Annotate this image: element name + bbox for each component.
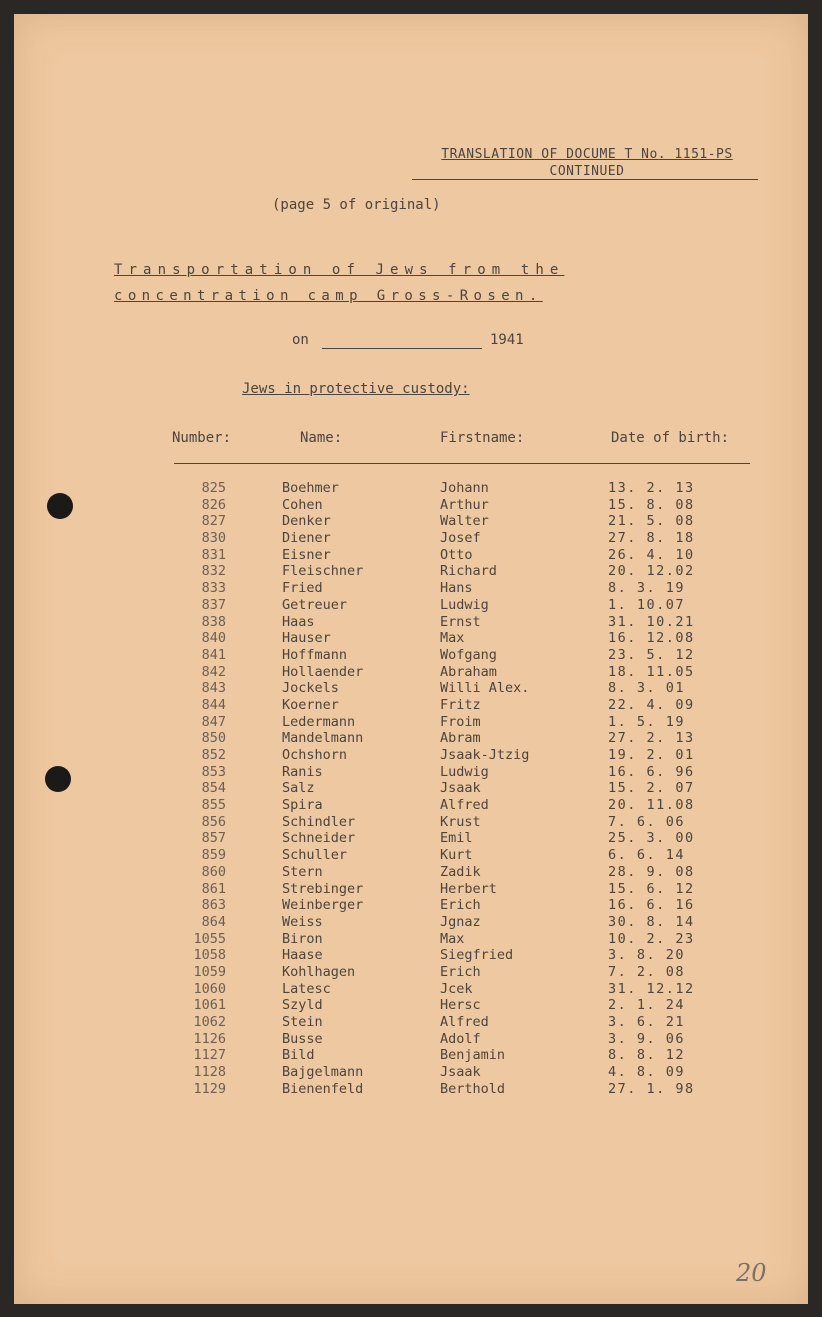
row-dob: 16. 12.08 [608, 630, 695, 647]
row-firstname: Josef [440, 530, 481, 547]
row-name: Schuller [282, 847, 348, 864]
row-dob: 16. 6. 96 [608, 763, 695, 780]
row-dob: 27. 8. 18 [608, 530, 695, 547]
row-dob: 10. 2. 23 [608, 930, 695, 947]
row-firstname: Max [440, 630, 465, 647]
row-name: Jockels [282, 680, 339, 697]
row-number: 859 [201, 847, 226, 864]
row-number: 837 [201, 596, 226, 613]
row-name: Haas [282, 613, 315, 630]
row-number: 861 [201, 880, 226, 897]
row-firstname: Abram [440, 730, 481, 747]
row-name: Getreuer [282, 596, 348, 613]
row-number: 838 [201, 613, 226, 630]
row-number: 842 [201, 663, 226, 680]
table-row [14, 747, 808, 764]
column-header-rule [174, 463, 750, 464]
row-number: 1060 [193, 980, 226, 997]
row-firstname: Fritz [440, 696, 481, 713]
row-name: Diener [282, 530, 331, 547]
row-name: Weiss [282, 913, 323, 930]
table-row [14, 513, 808, 530]
row-name: Boehmer [282, 480, 339, 496]
section-subtitle: Jews in protective custody: [242, 381, 470, 397]
row-name: Schindler [282, 813, 356, 830]
row-name: Stern [282, 863, 323, 880]
document-title-line-2: concentration camp Gross-Rosen. [114, 288, 543, 304]
table-row [14, 830, 808, 847]
row-number: 854 [201, 780, 226, 797]
row-number: 1127 [193, 1047, 226, 1064]
row-firstname: Erich [440, 897, 481, 914]
row-firstname: Max [440, 930, 465, 947]
row-firstname: Zadik [440, 863, 481, 880]
row-dob: 8. 3. 19 [608, 580, 686, 597]
row-firstname: Jsaak-Jtzig [440, 747, 530, 763]
row-firstname: Johann [440, 480, 489, 496]
row-dob: 21. 5. 08 [608, 513, 695, 530]
table-row [14, 1031, 808, 1048]
table-row [14, 814, 808, 831]
row-number: 826 [201, 496, 226, 513]
row-number: 847 [201, 713, 226, 730]
row-firstname: Jgnaz [440, 913, 481, 930]
page-note: (page 5 of original) [272, 197, 441, 213]
row-number: 864 [201, 913, 226, 930]
continued-label: CONTINUED [549, 164, 625, 179]
table-row [14, 964, 808, 981]
row-number: 1129 [193, 1080, 226, 1097]
table-row [14, 630, 808, 647]
row-dob: 13. 2. 13 [608, 480, 695, 496]
row-dob: 2. 1. 24 [608, 997, 686, 1014]
row-dob: 30. 8. 14 [608, 913, 695, 930]
table-row [14, 614, 808, 631]
row-firstname: Herbert [440, 880, 497, 897]
row-firstname: Krust [440, 813, 481, 830]
table-row [14, 680, 808, 697]
table-row [14, 697, 808, 714]
row-firstname: Emil [440, 830, 473, 847]
column-header-number: Number: [172, 430, 232, 446]
table-row [14, 931, 808, 948]
table-row [14, 1047, 808, 1064]
row-name: Cohen [282, 496, 323, 513]
row-dob: 22. 4. 09 [608, 696, 695, 713]
row-number: 860 [201, 863, 226, 880]
row-dob: 28. 9. 08 [608, 863, 695, 880]
row-dob: 20. 12.02 [608, 563, 695, 580]
row-name: Schneider [282, 830, 356, 847]
table-row [14, 647, 808, 664]
row-dob: 31. 12.12 [608, 980, 695, 997]
row-number: 1128 [193, 1064, 226, 1081]
table-row [14, 764, 808, 781]
row-firstname: Berthold [440, 1080, 506, 1097]
translation-header [412, 146, 762, 180]
column-header-firstname: Firstname: [440, 430, 525, 446]
table-row [14, 981, 808, 998]
row-number: 863 [201, 897, 226, 914]
row-firstname: Jcek [440, 980, 473, 997]
row-number: 855 [201, 797, 226, 814]
row-firstname: Hersc [440, 997, 481, 1014]
row-number: 852 [201, 747, 226, 763]
header-rule [412, 179, 758, 180]
row-dob: 1. 10.07 [608, 596, 686, 613]
row-name: Weinberger [282, 897, 364, 914]
row-dob: 20. 11.08 [608, 797, 695, 814]
row-dob: 15. 2. 07 [608, 780, 695, 797]
table-row [14, 530, 808, 547]
row-dob: 4. 8. 09 [608, 1064, 686, 1081]
row-dob: 26. 4. 10 [608, 546, 695, 563]
row-name: Kohlhagen [282, 963, 356, 980]
row-dob: 8. 8. 12 [608, 1047, 686, 1064]
row-name: Spira [282, 797, 323, 814]
row-firstname: Alfred [440, 1014, 489, 1030]
table-row [14, 881, 808, 898]
row-dob: 7. 2. 08 [608, 963, 686, 980]
row-firstname: Arthur [440, 496, 489, 513]
row-dob: 3. 8. 20 [608, 947, 686, 964]
row-dob: 23. 5. 12 [608, 646, 695, 663]
row-firstname: Ludwig [440, 763, 489, 780]
date-blank-line [322, 348, 482, 349]
row-number: 856 [201, 813, 226, 830]
row-firstname: Siegfried [440, 947, 514, 964]
row-name: Latesc [282, 980, 331, 997]
translation-title: TRANSLATION OF DOCUME T No. 1151-PS [441, 147, 733, 162]
row-dob: 27. 1. 98 [608, 1080, 695, 1097]
row-number: 831 [201, 546, 226, 563]
row-name: Ranis [282, 763, 323, 780]
row-name: Szyld [282, 997, 323, 1014]
row-number: 1126 [193, 1030, 226, 1047]
table-row [14, 1081, 808, 1098]
date-prefix: on [292, 332, 309, 348]
table-row [14, 914, 808, 931]
row-number: 840 [201, 630, 226, 647]
table-row [14, 997, 808, 1014]
table-row [14, 947, 808, 964]
table-row [14, 864, 808, 881]
row-number: 853 [201, 763, 226, 780]
row-name: Fleischner [282, 563, 364, 580]
document-page [14, 14, 808, 1304]
table-row [14, 497, 808, 514]
table-row [14, 1014, 808, 1031]
row-number: 830 [201, 530, 226, 547]
row-name: Hoffmann [282, 646, 348, 663]
row-firstname: Kurt [440, 847, 473, 864]
row-number: 827 [201, 513, 226, 530]
row-firstname: Erich [440, 963, 481, 980]
row-dob: 18. 11.05 [608, 663, 695, 680]
row-firstname: Otto [440, 546, 473, 563]
row-number: 850 [201, 730, 226, 747]
row-firstname: Wofgang [440, 646, 497, 663]
table-row [14, 580, 808, 597]
row-firstname: Willi Alex. [440, 680, 530, 697]
column-header-dob: Date of birth: [611, 430, 730, 446]
row-firstname: Jsaak [440, 1064, 481, 1081]
row-name: Biron [282, 930, 323, 947]
table-row [14, 547, 808, 564]
table-row [14, 847, 808, 864]
row-name: Hollaender [282, 663, 364, 680]
row-name: Eisner [282, 546, 331, 563]
folio-number: 20 [736, 1259, 767, 1287]
row-firstname: Alfred [440, 797, 489, 814]
table-row [14, 480, 808, 497]
row-dob: 19. 2. 01 [608, 747, 695, 763]
row-name: Denker [282, 513, 331, 530]
row-number: 843 [201, 680, 226, 697]
row-firstname: Richard [440, 563, 497, 580]
row-number: 1061 [193, 997, 226, 1014]
prisoner-list [14, 480, 808, 1097]
row-name: Fried [282, 580, 323, 597]
row-number: 825 [201, 480, 226, 496]
row-firstname: Froim [440, 713, 481, 730]
row-dob: 6. 6. 14 [608, 847, 686, 864]
document-title-line-1: Transportation of Jews from the [114, 262, 565, 278]
row-firstname: Benjamin [440, 1047, 506, 1064]
row-number: 1062 [193, 1014, 226, 1030]
row-dob: 15. 6. 12 [608, 880, 695, 897]
row-number: 833 [201, 580, 226, 597]
table-row [14, 730, 808, 747]
row-dob: 7. 6. 06 [608, 813, 686, 830]
row-name: Bajgelmann [282, 1064, 364, 1081]
row-dob: 27. 2. 13 [608, 730, 695, 747]
row-name: Busse [282, 1030, 323, 1047]
row-dob: 3. 6. 21 [608, 1014, 686, 1030]
row-dob: 31. 10.21 [608, 613, 695, 630]
row-firstname: Jsaak [440, 780, 481, 797]
row-name: Strebinger [282, 880, 364, 897]
row-firstname: Adolf [440, 1030, 481, 1047]
column-header-name: Name: [300, 430, 343, 446]
row-number: 857 [201, 830, 226, 847]
table-row [14, 780, 808, 797]
row-firstname: Walter [440, 513, 489, 530]
date-year: 1941 [490, 332, 524, 348]
row-firstname: Ludwig [440, 596, 489, 613]
table-row [14, 597, 808, 614]
row-dob: 1. 5. 19 [608, 713, 686, 730]
row-number: 1059 [193, 963, 226, 980]
row-name: Ledermann [282, 713, 356, 730]
row-number: 841 [201, 646, 226, 663]
row-number: 1058 [193, 947, 226, 964]
row-name: Haase [282, 947, 323, 964]
row-name: Bild [282, 1047, 315, 1064]
table-row [14, 563, 808, 580]
row-firstname: Hans [440, 580, 473, 597]
row-dob: 16. 6. 16 [608, 897, 695, 914]
row-name: Ochshorn [282, 747, 348, 763]
row-dob: 3. 9. 06 [608, 1030, 686, 1047]
row-name: Stein [282, 1014, 323, 1030]
row-name: Koerner [282, 696, 339, 713]
row-dob: 8. 3. 01 [608, 680, 686, 697]
row-number: 832 [201, 563, 226, 580]
table-row [14, 714, 808, 731]
row-firstname: Ernst [440, 613, 481, 630]
row-dob: 25. 3. 00 [608, 830, 695, 847]
table-row [14, 897, 808, 914]
row-firstname: Abraham [440, 663, 497, 680]
row-name: Hauser [282, 630, 331, 647]
row-number: 844 [201, 696, 226, 713]
row-name: Bienenfeld [282, 1080, 364, 1097]
table-row [14, 1064, 808, 1081]
row-number: 1055 [193, 930, 226, 947]
table-row [14, 664, 808, 681]
table-row [14, 797, 808, 814]
row-dob: 15. 8. 08 [608, 496, 695, 513]
row-name: Mandelmann [282, 730, 364, 747]
row-name: Salz [282, 780, 315, 797]
